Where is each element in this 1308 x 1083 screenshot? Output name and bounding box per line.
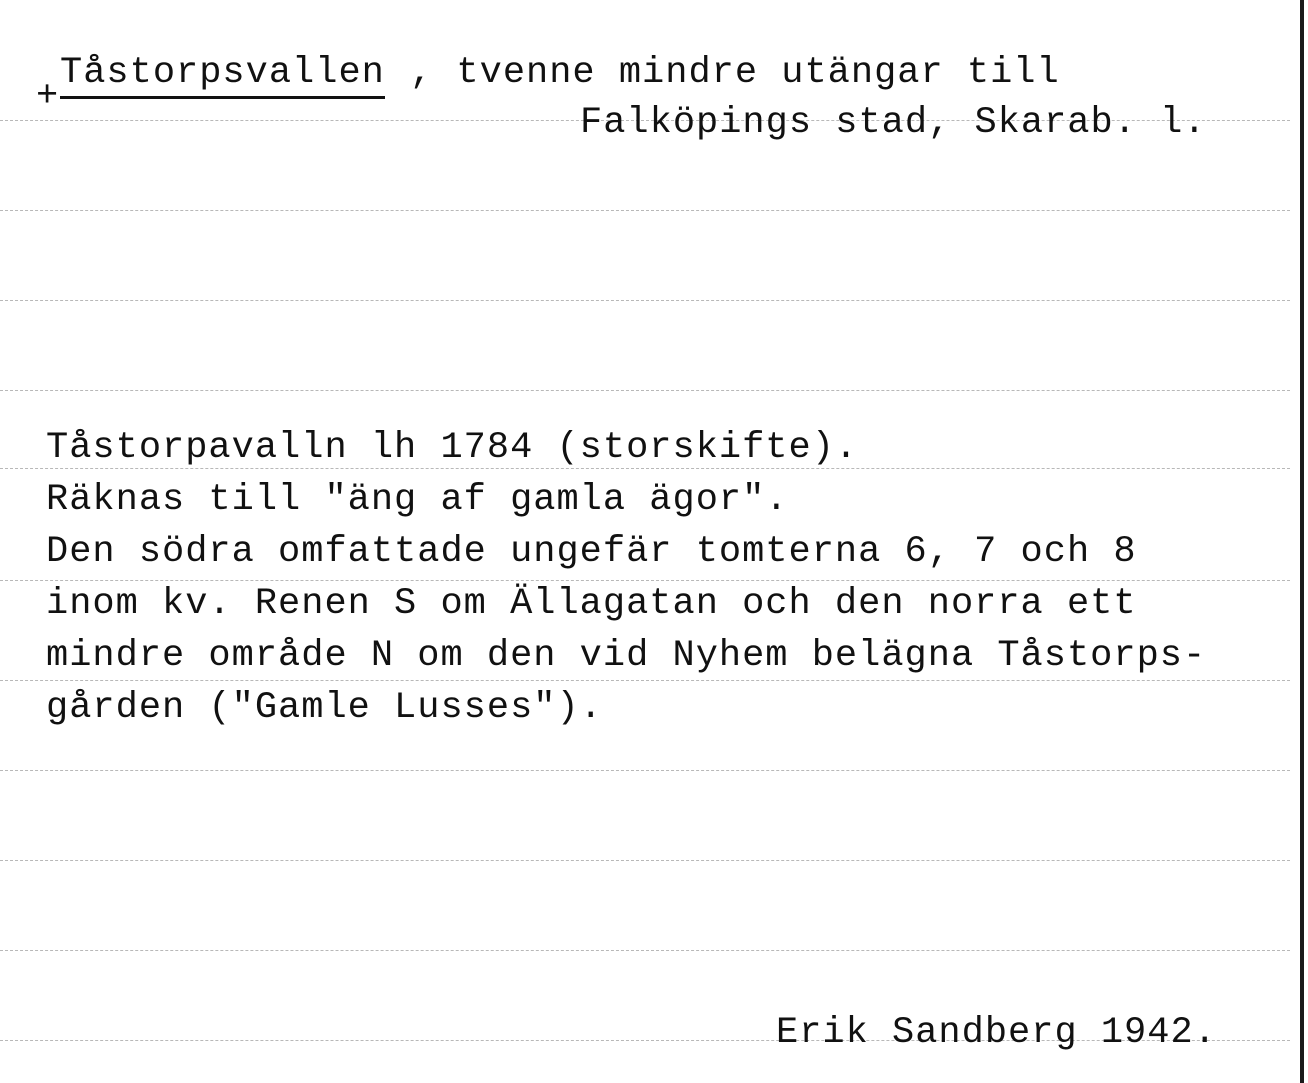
body-line-3: Den södra omfattade ungefär tomterna 6, 7 och 8 <box>46 531 1137 573</box>
signature: Erik Sandberg 1942. <box>776 1012 1217 1054</box>
ruling-line <box>0 680 1290 681</box>
ruling-line <box>0 950 1290 951</box>
heading-description: , tvenne mindre utängar till <box>410 52 1060 94</box>
body-line-1: Tåstorpavalln lh 1784 (storskifte). <box>46 427 859 469</box>
heading-marker: + <box>36 76 59 118</box>
heading-location: Falköpings stad, Skarab. l. <box>580 102 1207 144</box>
body-line-2: Räknas till "äng af gamla ägor". <box>46 479 789 521</box>
card-edge <box>1300 0 1304 1083</box>
body-line-4: inom kv. Renen S om Ällagatan och den norra ett <box>46 583 1137 625</box>
ruling-line <box>0 300 1290 301</box>
body-line-6: gården ("Gamle Lusses"). <box>46 687 603 729</box>
ruling-line <box>0 770 1290 771</box>
heading-place-name: Tåstorpsvallen <box>60 52 385 99</box>
body-line-5: mindre område N om den vid Nyhem belägna Tåstorps- <box>46 635 1207 677</box>
ruling-line <box>0 860 1290 861</box>
ruling-line <box>0 580 1290 581</box>
ruling-line <box>0 390 1290 391</box>
ruling-line <box>0 210 1290 211</box>
